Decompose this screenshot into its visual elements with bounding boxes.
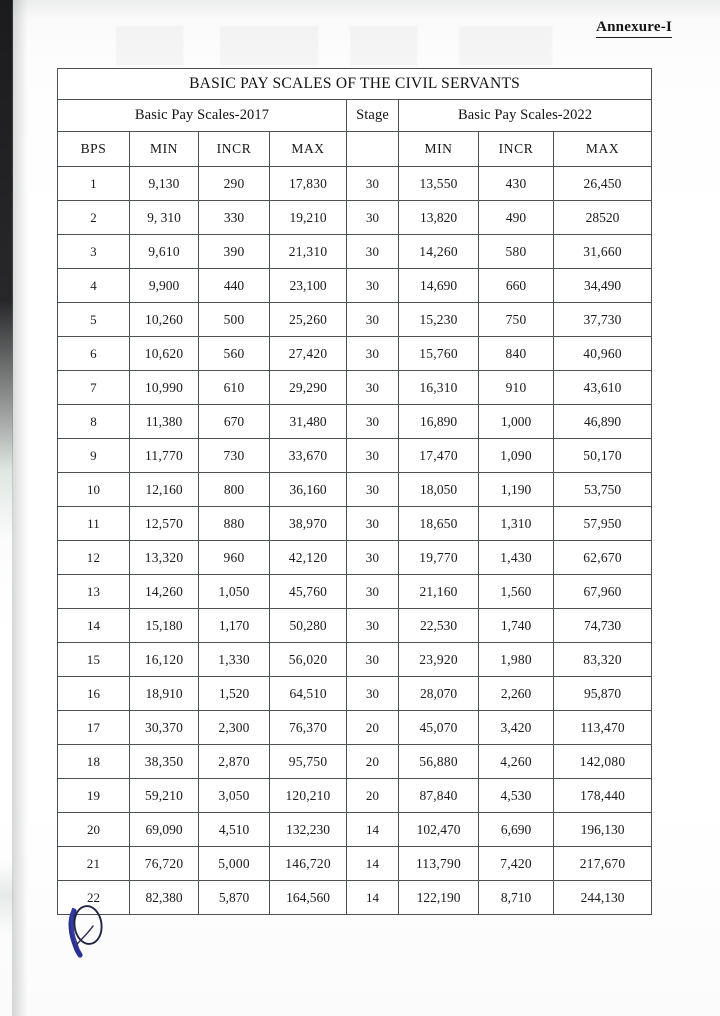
cell-min-2017: 82,380	[130, 881, 199, 915]
column-header-incr-2017: INCR	[199, 132, 270, 167]
cell-incr-2022: 1,740	[479, 609, 554, 643]
document-title: BASIC PAY SCALES OF THE CIVIL SERVANTS	[58, 69, 652, 100]
cell-max-2022: 26,450	[554, 167, 652, 201]
cell-stage: 30	[347, 201, 399, 235]
table-row	[58, 507, 652, 541]
cell-min-2022: 16,310	[399, 371, 479, 405]
cell-min-2022: 19,770	[399, 541, 479, 575]
cell-stage: 30	[347, 643, 399, 677]
cell-min-2022: 102,470	[399, 813, 479, 847]
cell-bps: 1	[58, 167, 130, 201]
cell-max-2017: 38,970	[270, 507, 347, 541]
cell-max-2022: 31,660	[554, 235, 652, 269]
cell-incr-2017: 610	[199, 371, 270, 405]
cell-incr-2017: 560	[199, 337, 270, 371]
cell-max-2022: 34,490	[554, 269, 652, 303]
cell-incr-2017: 5,870	[199, 881, 270, 915]
table-row	[58, 643, 652, 677]
column-header-min-2017: MIN	[130, 132, 199, 167]
cell-min-2017: 59,210	[130, 779, 199, 813]
cell-bps: 5	[58, 303, 130, 337]
table-row	[58, 745, 652, 779]
cell-min-2022: 23,920	[399, 643, 479, 677]
table-row	[58, 201, 652, 235]
cell-incr-2017: 1,170	[199, 609, 270, 643]
group-header-stage: Stage	[347, 100, 399, 132]
cell-bps: 10	[58, 473, 130, 507]
cell-max-2022: 40,960	[554, 337, 652, 371]
cell-max-2022: 95,870	[554, 677, 652, 711]
bleed-through-ghost-text	[95, 26, 615, 66]
cell-stage: 30	[347, 269, 399, 303]
cell-max-2017: 76,370	[270, 711, 347, 745]
table-row	[58, 575, 652, 609]
cell-bps: 16	[58, 677, 130, 711]
cell-bps: 7	[58, 371, 130, 405]
cell-stage: 30	[347, 439, 399, 473]
cell-incr-2022: 430	[479, 167, 554, 201]
cell-stage: 30	[347, 235, 399, 269]
handwritten-signature	[60, 895, 130, 961]
cell-min-2017: 11,770	[130, 439, 199, 473]
cell-max-2022: 57,950	[554, 507, 652, 541]
cell-bps: 6	[58, 337, 130, 371]
cell-max-2017: 95,750	[270, 745, 347, 779]
cell-min-2017: 10,990	[130, 371, 199, 405]
cell-min-2022: 16,890	[399, 405, 479, 439]
cell-max-2022: 244,130	[554, 881, 652, 915]
cell-stage: 20	[347, 745, 399, 779]
cell-incr-2022: 3,420	[479, 711, 554, 745]
cell-stage: 30	[347, 541, 399, 575]
column-header-stage	[347, 132, 399, 167]
cell-incr-2017: 2,300	[199, 711, 270, 745]
table-row	[58, 439, 652, 473]
column-header-bps: BPS	[58, 132, 130, 167]
table-row	[58, 405, 652, 439]
table-row	[58, 473, 652, 507]
table-row	[58, 711, 652, 745]
cell-incr-2022: 580	[479, 235, 554, 269]
group-header-2022: Basic Pay Scales-2022	[399, 100, 652, 132]
cell-min-2017: 9, 310	[130, 201, 199, 235]
cell-min-2022: 13,820	[399, 201, 479, 235]
cell-incr-2017: 1,330	[199, 643, 270, 677]
cell-max-2017: 50,280	[270, 609, 347, 643]
cell-stage: 20	[347, 779, 399, 813]
cell-bps: 14	[58, 609, 130, 643]
table-row	[58, 813, 652, 847]
cell-max-2017: 42,120	[270, 541, 347, 575]
pay-scales-table-container	[57, 68, 651, 915]
cell-bps: 12	[58, 541, 130, 575]
cell-bps: 8	[58, 405, 130, 439]
cell-stage: 14	[347, 847, 399, 881]
cell-incr-2022: 2,260	[479, 677, 554, 711]
annexure-label: Annexure-I	[596, 19, 672, 38]
scan-left-edge-fade	[12, 0, 28, 1016]
cell-max-2017: 120,210	[270, 779, 347, 813]
cell-min-2017: 38,350	[130, 745, 199, 779]
cell-max-2017: 23,100	[270, 269, 347, 303]
cell-max-2017: 21,310	[270, 235, 347, 269]
cell-stage: 14	[347, 881, 399, 915]
cell-incr-2017: 5,000	[199, 847, 270, 881]
cell-min-2017: 11,380	[130, 405, 199, 439]
cell-stage: 14	[347, 813, 399, 847]
cell-min-2017: 12,570	[130, 507, 199, 541]
cell-incr-2022: 490	[479, 201, 554, 235]
cell-stage: 30	[347, 371, 399, 405]
cell-bps: 2	[58, 201, 130, 235]
cell-bps: 9	[58, 439, 130, 473]
cell-incr-2017: 500	[199, 303, 270, 337]
cell-bps: 19	[58, 779, 130, 813]
cell-stage: 20	[347, 711, 399, 745]
cell-min-2022: 14,260	[399, 235, 479, 269]
cell-min-2017: 69,090	[130, 813, 199, 847]
table-row	[58, 337, 652, 371]
cell-max-2022: 196,130	[554, 813, 652, 847]
cell-incr-2022: 1,560	[479, 575, 554, 609]
cell-min-2022: 15,760	[399, 337, 479, 371]
cell-stage: 30	[347, 405, 399, 439]
cell-incr-2017: 440	[199, 269, 270, 303]
cell-max-2022: 83,320	[554, 643, 652, 677]
cell-stage: 30	[347, 575, 399, 609]
table-body	[58, 167, 652, 915]
cell-stage: 30	[347, 337, 399, 371]
cell-min-2017: 13,320	[130, 541, 199, 575]
cell-min-2022: 14,690	[399, 269, 479, 303]
cell-min-2017: 9,900	[130, 269, 199, 303]
cell-bps: 18	[58, 745, 130, 779]
cell-min-2017: 12,160	[130, 473, 199, 507]
cell-max-2017: 146,720	[270, 847, 347, 881]
cell-min-2017: 9,130	[130, 167, 199, 201]
cell-min-2017: 9,610	[130, 235, 199, 269]
cell-max-2017: 56,020	[270, 643, 347, 677]
cell-incr-2017: 290	[199, 167, 270, 201]
cell-max-2017: 29,290	[270, 371, 347, 405]
column-header-incr-2022: INCR	[479, 132, 554, 167]
cell-incr-2017: 2,870	[199, 745, 270, 779]
cell-max-2022: 217,670	[554, 847, 652, 881]
cell-incr-2017: 330	[199, 201, 270, 235]
cell-max-2017: 164,560	[270, 881, 347, 915]
cell-min-2022: 28,070	[399, 677, 479, 711]
cell-bps: 11	[58, 507, 130, 541]
cell-incr-2017: 730	[199, 439, 270, 473]
cell-min-2022: 45,070	[399, 711, 479, 745]
cell-bps: 13	[58, 575, 130, 609]
cell-stage: 30	[347, 473, 399, 507]
cell-min-2017: 18,910	[130, 677, 199, 711]
cell-max-2022: 46,890	[554, 405, 652, 439]
cell-incr-2022: 750	[479, 303, 554, 337]
cell-incr-2022: 1,310	[479, 507, 554, 541]
cell-bps: 3	[58, 235, 130, 269]
table-row	[58, 235, 652, 269]
cell-incr-2017: 4,510	[199, 813, 270, 847]
cell-max-2022: 178,440	[554, 779, 652, 813]
column-header-min-2022: MIN	[399, 132, 479, 167]
cell-max-2017: 25,260	[270, 303, 347, 337]
cell-min-2017: 76,720	[130, 847, 199, 881]
cell-incr-2022: 1,190	[479, 473, 554, 507]
cell-incr-2022: 6,690	[479, 813, 554, 847]
table-row	[58, 881, 652, 915]
table-row	[58, 847, 652, 881]
cell-max-2022: 113,470	[554, 711, 652, 745]
cell-bps: 20	[58, 813, 130, 847]
cell-min-2022: 56,880	[399, 745, 479, 779]
table-header	[58, 69, 652, 167]
cell-max-2022: 43,610	[554, 371, 652, 405]
cell-incr-2017: 1,050	[199, 575, 270, 609]
cell-min-2022: 22,530	[399, 609, 479, 643]
cell-max-2017: 17,830	[270, 167, 347, 201]
cell-incr-2017: 960	[199, 541, 270, 575]
cell-incr-2022: 840	[479, 337, 554, 371]
cell-incr-2017: 670	[199, 405, 270, 439]
cell-max-2022: 28520	[554, 201, 652, 235]
cell-min-2022: 21,160	[399, 575, 479, 609]
cell-min-2017: 10,620	[130, 337, 199, 371]
cell-max-2022: 62,670	[554, 541, 652, 575]
cell-max-2022: 67,960	[554, 575, 652, 609]
cell-incr-2022: 4,530	[479, 779, 554, 813]
table-row	[58, 541, 652, 575]
cell-min-2022: 15,230	[399, 303, 479, 337]
cell-bps: 4	[58, 269, 130, 303]
cell-stage: 30	[347, 609, 399, 643]
cell-max-2017: 64,510	[270, 677, 347, 711]
cell-incr-2022: 660	[479, 269, 554, 303]
cell-incr-2022: 1,090	[479, 439, 554, 473]
cell-min-2022: 18,050	[399, 473, 479, 507]
table-row	[58, 677, 652, 711]
table-row	[58, 269, 652, 303]
cell-min-2017: 14,260	[130, 575, 199, 609]
cell-min-2022: 17,470	[399, 439, 479, 473]
cell-bps: 22	[58, 881, 130, 915]
cell-max-2022: 53,750	[554, 473, 652, 507]
cell-incr-2022: 8,710	[479, 881, 554, 915]
cell-max-2017: 33,670	[270, 439, 347, 473]
cell-bps: 15	[58, 643, 130, 677]
cell-incr-2017: 390	[199, 235, 270, 269]
table-row	[58, 167, 652, 201]
cell-max-2022: 37,730	[554, 303, 652, 337]
cell-max-2022: 142,080	[554, 745, 652, 779]
table-row	[58, 303, 652, 337]
cell-incr-2017: 800	[199, 473, 270, 507]
cell-incr-2017: 1,520	[199, 677, 270, 711]
cell-max-2017: 27,420	[270, 337, 347, 371]
table-row	[58, 779, 652, 813]
cell-incr-2022: 910	[479, 371, 554, 405]
cell-incr-2022: 1,000	[479, 405, 554, 439]
cell-stage: 30	[347, 303, 399, 337]
cell-incr-2022: 1,430	[479, 541, 554, 575]
cell-max-2017: 31,480	[270, 405, 347, 439]
cell-incr-2022: 4,260	[479, 745, 554, 779]
scan-top-shadow	[0, 0, 720, 18]
cell-max-2022: 50,170	[554, 439, 652, 473]
table-title-row	[58, 69, 652, 100]
column-header-max-2022: MAX	[554, 132, 652, 167]
cell-min-2022: 18,650	[399, 507, 479, 541]
cell-bps: 17	[58, 711, 130, 745]
cell-incr-2022: 1,980	[479, 643, 554, 677]
cell-min-2022: 87,840	[399, 779, 479, 813]
cell-min-2022: 113,790	[399, 847, 479, 881]
table-row	[58, 609, 652, 643]
cell-incr-2022: 7,420	[479, 847, 554, 881]
column-header-max-2017: MAX	[270, 132, 347, 167]
basic-pay-scales-table	[57, 68, 652, 915]
cell-incr-2017: 880	[199, 507, 270, 541]
cell-min-2017: 16,120	[130, 643, 199, 677]
cell-stage: 30	[347, 507, 399, 541]
cell-max-2017: 132,230	[270, 813, 347, 847]
table-column-header-row	[58, 132, 652, 167]
cell-max-2022: 74,730	[554, 609, 652, 643]
cell-incr-2017: 3,050	[199, 779, 270, 813]
cell-stage: 30	[347, 167, 399, 201]
cell-min-2017: 10,260	[130, 303, 199, 337]
cell-min-2022: 122,190	[399, 881, 479, 915]
table-row	[58, 371, 652, 405]
group-header-2017: Basic Pay Scales-2017	[58, 100, 347, 132]
cell-max-2017: 19,210	[270, 201, 347, 235]
cell-bps: 21	[58, 847, 130, 881]
cell-min-2017: 30,370	[130, 711, 199, 745]
cell-max-2017: 45,760	[270, 575, 347, 609]
cell-min-2022: 13,550	[399, 167, 479, 201]
cell-min-2017: 15,180	[130, 609, 199, 643]
cell-max-2017: 36,160	[270, 473, 347, 507]
cell-stage: 30	[347, 677, 399, 711]
table-group-header-row	[58, 100, 652, 132]
